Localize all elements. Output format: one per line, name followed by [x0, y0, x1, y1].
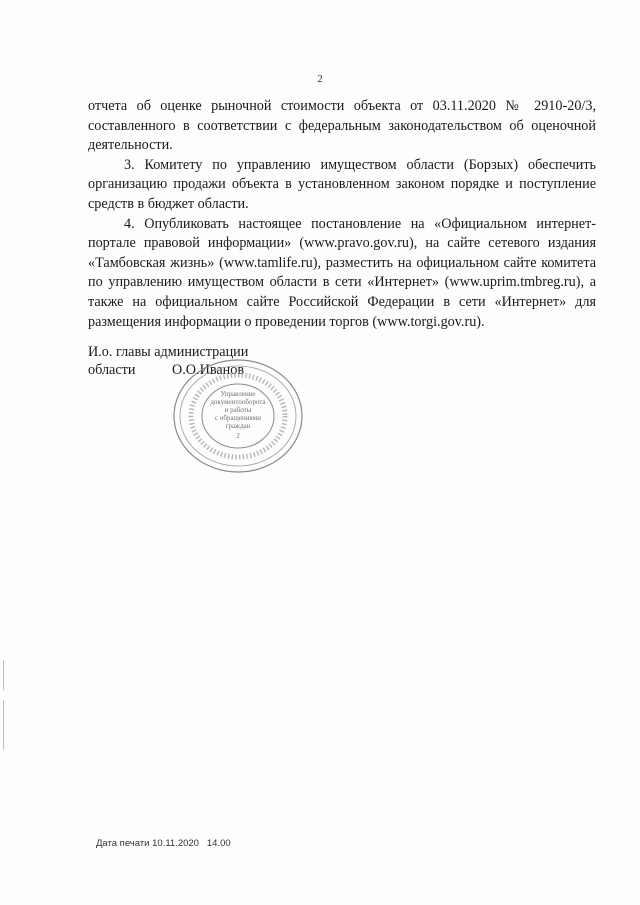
scan-artifact-mark [3, 700, 4, 750]
stamp-text-line1: Управление [220, 390, 256, 398]
document-body [88, 97, 596, 332]
paragraph-item-4: 4. Опубликовать настоящее постановление на «Официальном интернет-портале правовой информации» (www.pravo.gov.ru), на сайте сетевого издания «Тамбовская жизнь» (www.tamlife.ru), разместить на официальном сайте комитета по управлению имуществом области в сети «Интернет» (www.uprim.tmbreg.ru), а также на официальном сайте Российской Федерации в сети «Интернет» для размещения информации о проведении торгов (www.torgi.gov.ru). [88, 215, 596, 330]
signatory-name: О.О.Иванов [172, 362, 245, 378]
page-number: 2 [317, 73, 323, 85]
scan-artifact-mark [3, 660, 4, 690]
paragraph-continuation: отчета об оценке рыночной стоимости объекта от 03.11.2020 № 2910-20/3, составленного в соответствии с федеральным законодательством об оценочной деятельности. [88, 98, 596, 154]
stamp-number: 2 [236, 432, 240, 440]
print-date-value: 10.11.2020 [152, 838, 199, 849]
print-date-footer [96, 838, 231, 849]
stamp-text-line3: и работы [224, 406, 252, 414]
print-time-value: 14.00 [206, 838, 231, 849]
stamp-text-line2: документооборота [210, 398, 266, 406]
print-date-label: Дата печати [96, 838, 150, 849]
signatory-position-line2: области [88, 362, 136, 378]
stamp-text-line5: граждан [225, 422, 251, 430]
official-stamp-seal [168, 356, 308, 476]
stamp-text-line4: с обращениями [215, 414, 261, 422]
signatory-position-line1: И.о. главы администрации [88, 344, 249, 360]
paragraph-item-3: 3. Комитету по управлению имуществом области (Борзых) обеспечить организацию продажи объекта в установленном законом порядке и поступление средств в бюджет области. [88, 156, 596, 212]
